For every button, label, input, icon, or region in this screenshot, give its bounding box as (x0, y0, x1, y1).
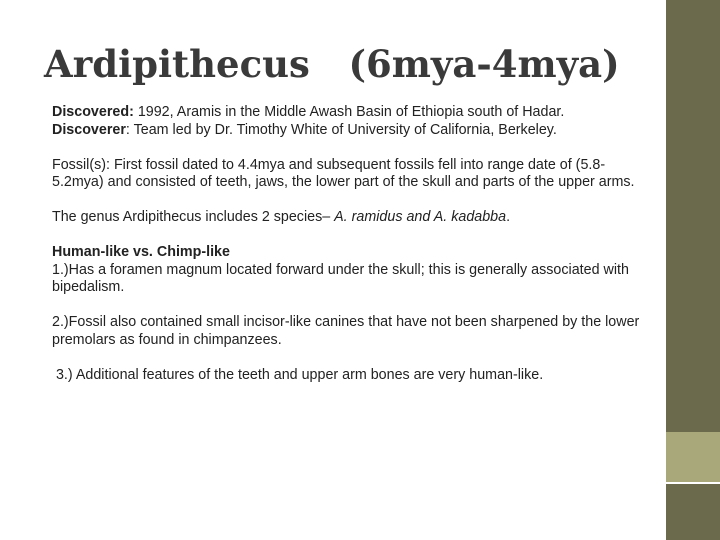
comparison-point-1: 1.)Has a foramen magnum located forward under the skull; this is generally associated with bipedalism. (52, 261, 629, 295)
genus-species: A. ramidus and A. kadabba (334, 209, 507, 225)
decorative-side-bar-accent (666, 432, 720, 482)
discoverer-paragraph (52, 122, 652, 140)
slide-body (52, 104, 652, 384)
discovered-text: 1992, Aramis in the Middle Awash Basin of Ethiopia south of Hadar. (133, 104, 565, 120)
discovered-paragraph (52, 104, 652, 122)
genus-end: . (506, 209, 511, 225)
fossils-paragraph: Fossil(s): First fossil dated to 4.4mya and subsequent fossils fell into range date of (5.8-5.2mya) and consisted of teeth, jaws, the lower part of the skull and parts of the upper arms. (52, 156, 635, 190)
genus-text: The genus Ardipithecus includes 2 species– (52, 209, 335, 225)
discoverer-text: : Team led by Dr. Timothy White of University of California, Berkeley. (125, 121, 557, 138)
slide-title: Ardipithecus (6mya-4mya) (44, 42, 620, 86)
comparison-point-2: 2.)Fossil also contained small incisor-like canines that have not been sharpened by the lower premolars as found in chimpanzees. (52, 314, 640, 348)
genus-paragraph (52, 209, 652, 227)
discoverer-label: Discoverer (52, 121, 126, 138)
discovered-label: Discovered: (52, 104, 134, 120)
comparison-point-3: 3.) Additional features of the teeth and upper arm bones are very human-like. (52, 366, 544, 383)
decorative-side-bar-gap (666, 482, 720, 484)
comparison-heading: Human-like vs. Chimp-like (52, 244, 230, 260)
